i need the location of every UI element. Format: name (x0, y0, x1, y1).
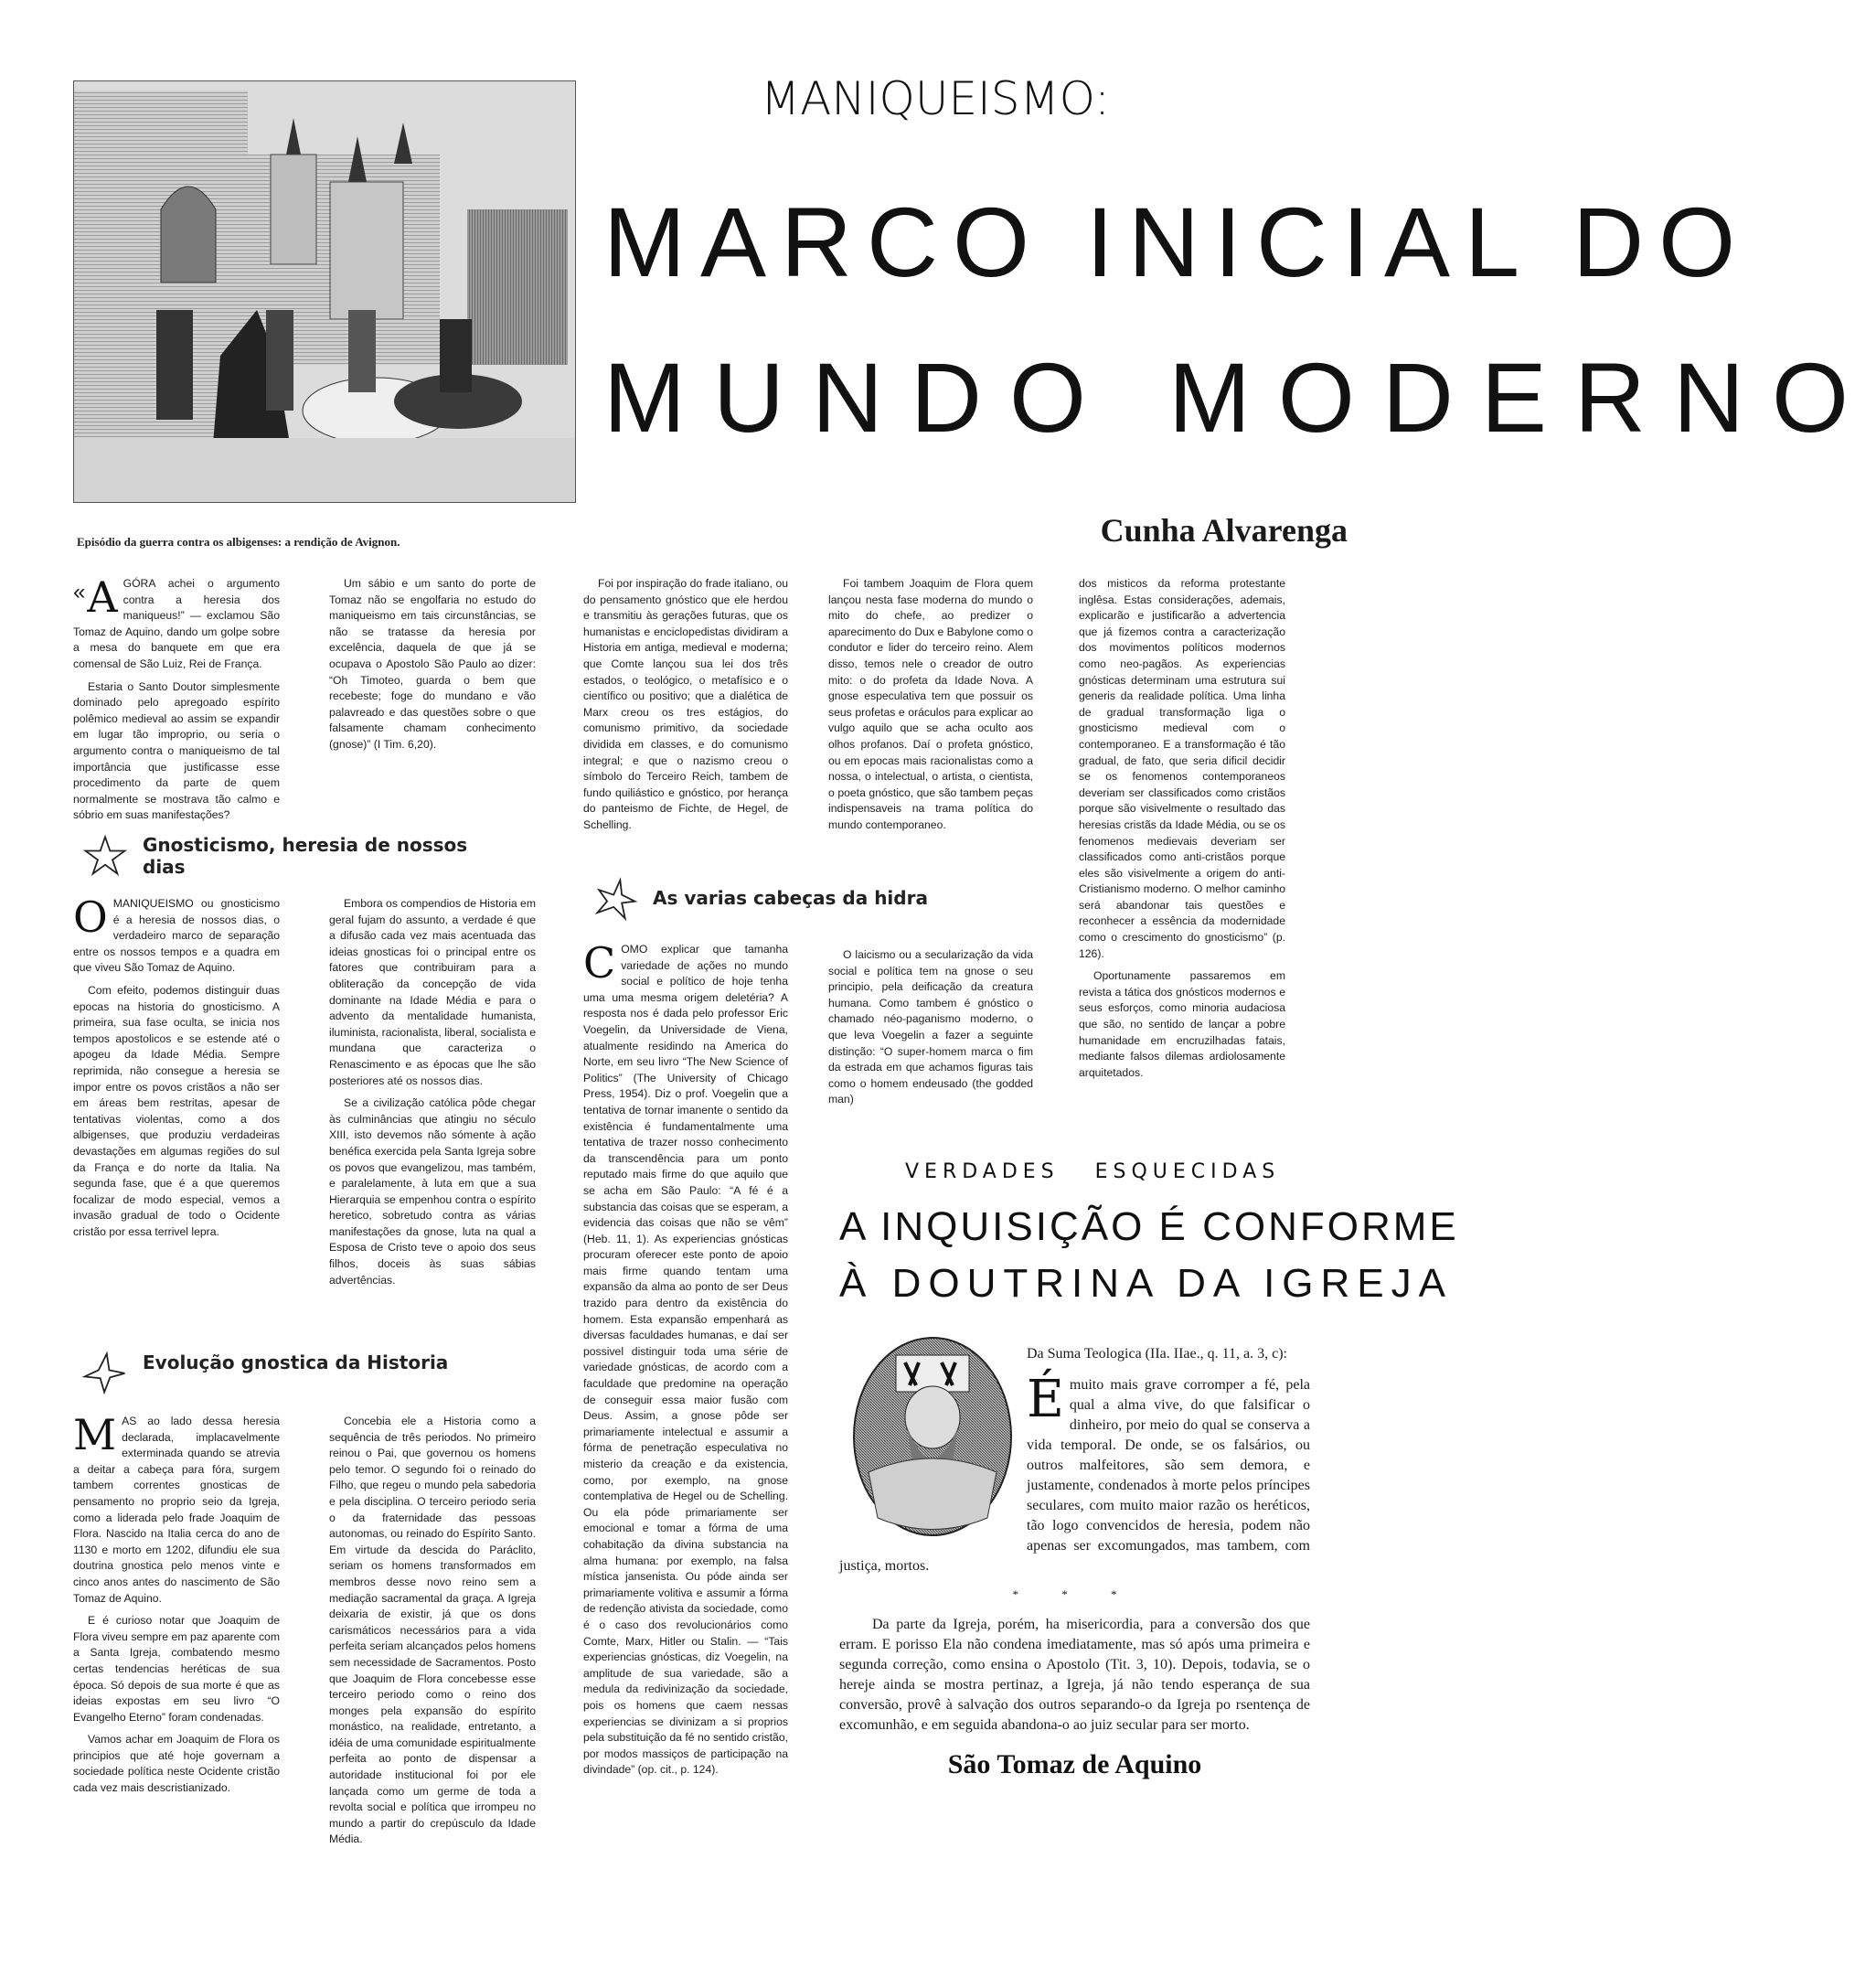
portrait-spacer (839, 1344, 1027, 1554)
dropcap-o: O (73, 892, 108, 942)
evolucao-column-1 (73, 1410, 280, 1803)
summa-source: Da Suma Teologica (IIa. IIae., q. 11, a. 3, c): (1027, 1346, 1287, 1362)
hidra-paragraph-2: O laicismo ou a secularização da vida social e política tem na gnose o seu principio, pela deificação da creatura humana. Como tambem é gnóstico o chamado néo-paganismo moderno, o que leva Voegelin a fazer a seguinte distinção: “O super-homem marca o fim da estrada em que achamos figuras tais como o homem endeusado (the godded man) (828, 948, 1033, 1106)
dropcap-a: A (87, 572, 118, 622)
gnosticismo-paragraph-4: Se a civilização católica pôde chegar às culminâncias que atingiu no século XIII, isto devemos não sómente à ação benéfica exercida pela Santa Igreja sobre os povos que evangelizou, mas também, e paralelamente, à luta em que a sua Hierarquia se empenhou contra o espírito heretico, sobretudo contra as várias manifestações da gnose, luta na qual a Esposa de Cristo teve o apoio dos seus filhos, doceis às suas sábias advertências. (329, 1096, 536, 1287)
inquisicao-title-line-1: A INQUISIÇÃO É CONFORME (839, 1204, 1459, 1249)
column-3-top (583, 576, 788, 840)
signature: São Tomaz de Aquino (947, 1749, 1202, 1779)
evolucao-column-2 (329, 1414, 536, 1854)
headline-line-1: MARCO INICIAL DO (603, 187, 1751, 297)
intro-column-1 (73, 572, 280, 830)
star-outline-icon (82, 834, 128, 876)
illustration (73, 80, 576, 503)
section-title: As varias cabeças da hidra (653, 887, 928, 909)
star-outline-icon (592, 878, 638, 920)
column-3-paragraph: Foi por inspiração do frade italiano, ou do pensamento gnóstico que ele herdou e transmitiu às gerações futuras, que os humanistas e enciclopedistas dividiram a Historia em antiga, medieval e moderna; que Comte lançou sua lei dos três estados, o teológico, o metafísico e o científico ou positivo; que a dialética de Marx creou os tres estágios, do comunismo primitivo, da sociedade dividida em classes, e do comunismo integral; e que o nazismo creou o símbolo do Terceiro Reich, tambem de fundo quiliástico e gnóstico, por herança do panteismo de Fichte, de Hegel, de Schelling. (583, 577, 788, 831)
section-kicker-verdades: VERDADES ESQUECIDAS (905, 1160, 1281, 1183)
author-byline: Cunha Alvarenga (1100, 512, 1348, 549)
illustration-caption: Episódio da guerra contra os albigenses: a rendição de Avignon. (77, 535, 400, 549)
dropcap-c: C (583, 938, 616, 988)
dropcap-e: É (1027, 1370, 1064, 1429)
dropcap-m: M (73, 1410, 117, 1459)
headline-kicker: MANIQUEISMO: (761, 72, 1110, 125)
hidra-paragraph-1: OMO explicar que tamanha variedade de ações no mundo social e político de hoje tenha uma uma mesma origem deletéria? A resposta nos é dada pelo professor Eric Voegelin, da Universidade de Viena, atualmente residindo na America do Norte, em seu livro “The New Science of Politics” (The University of Chicago Press, 1954). Diz o prof. Voegelin que a tentativa de tornar imanente o sentido da existência é fundamentalmente uma tentativa de trazer nosso conhecimento da transcendência para um ponto reputado mais firme do que aquilo que se acha em São Paulo: “A fé é a substancia das coisas que se esperam, a evidencia das coisas que não se vêm” (Heb. 11, 1). As experiencias gnósticas procuram oferecer este ponto de apoio mais firme quando tentam uma expansão da alma ao ponto de ser Deus trazido para dentro da existência do homem. Esta expansão empenhará as diversas faculdades humanas, e daí ser possivel distinguir toda uma série de variedade gnósticas, de acordo com a faculdade que predomine na operação de conseguir essa maior fusão com Deus. Assim, a gnose pôde ser primariamente intelectual e assumir a fórma de penetração especulativa no misterio da creação e da existencia, como, por exemplo, na gnose contemplativa de Hegel ou de Schelling. Ou ela póde primariamente ser emocional e tomar a fórma de uma cohabitação da divina substancia na alma humana: por exemplo, na falsa mística jansenista. Ou póde ainda ser primariamente volitiva e assumir a fórma de redenção ativista da sociedade, como é o caso dos revolucionários como Comte, Marx, Hitler ou Stalin. — “Tais experiencias gnósticas, diz Voegelin, na amplitude de sua variedade, são a medula da redivinização da sociedade, pois os homens que caem nessas experiencias se divinizam a si proprios pela substituição da fé no sentido cristão, por modos massiços de participação na divindade” (op. cit., p. 124). (583, 943, 788, 1777)
evolucao-paragraph-2: E é curioso notar que Joaquim de Flora viveu sempre em paz aparente com a Santa Igreja, combatendo mesmo certas tendencias heréticas de sua época. Só depois de sua morte é que as ideias expostas em seu livro “O Evangelho Eterno” foram condenadas. (73, 1614, 280, 1724)
gnosticismo-column-1 (73, 892, 280, 1246)
section-heading-gnosticismo (82, 834, 485, 878)
column-4-paragraph: Foi tambem Joaquim de Flora quem lançou nesta fase moderna do mundo o mito do chefe, ao predizer o aparecimento do Dux e Babylone como o condutor e lider do terceiro reino. Alem disso, temos nele o creador de outro mito: o do profeta da Idade Nova. A gnose especulativa tem que possuir os seus profetas e oráculos para explicar ao vulgo aquilo que se acha oculto aos olhos profanos. Daí o profeta gnóstico, ou em epocas mais racionalistas como a nossa, o intelectual, o artista, o cientista, o poeta gnóstico, que são tambem peças indispensaveis na trama política do mundo contemporaneo. (828, 577, 1033, 831)
evolucao-paragraph-3: Vamos achar em Joaquim de Flora os principios que até hoje governam a sociedade política neste Ocidente cristão cada vez mais descristianizado. (73, 1733, 280, 1795)
inquisicao-paragraph-1: muito mais grave corromper a fé, pela qual a alma vive, do que falsificar o dinheiro, por meio do qual se conserva a vida temporal. De onde, se os falsários, ou outros malfeitores, são sem demora, e justamente, condenados à morte pelos príncipes seculares, com muito maior razão os heréticos, tão logo convencidos de heresia, podem não apenas ser excomungados, mas tambem, com justiça, mortos. (839, 1377, 1310, 1574)
headline-line-2: MUNDO MODERNO (603, 342, 1876, 453)
section-heading-hidra (592, 878, 1031, 920)
column-5-paragraph-1: dos misticos da reforma protestante inglêsa. Estas considerações, ademais, explicarão e justificarão a advertencia que já fizemos contra a caracterização dos movimentos políticos modernos como neo-pagãos. As experiencias gnósticas determinam uma estrutura sui generis da realidade política. Uma linha de gradual transformação liga o gnosticismo medieval com o contemporaneo. E a transformação é tão gradual, de fato, que seria dificil decidir se os fenomenos contemporaneos deveriam ser classificados como cristãos porque são visivelmente o resultado das heresias cristãs da Idade Média, ou se os fenomenos medievais deveriam ser classificados como anti-cristãos porque eles são visivelmente a origem do anti-Cristianismo moderno. O melhor caminho será abandonar tais questões e reconhecer a essência da modernidade como o crescimento do gnosticismo” (p. 126). (1079, 577, 1285, 960)
gnosticismo-paragraph-3: Embora os compendios de Historia em geral fujam do assunto, a verdade é que a difusão cada vez mais acentuada das ideias gnosticas foi o principal entre os fatores que contribuiram para a obliteração da concepção de vida dominante na Idade Média e para o advento da mentalidade humanista, iluminista, racionalista, liberal, socialista e mundana que caracteriza o Renascimento e as épocas que lhe são posteriores até os nossos dias. (329, 897, 536, 1087)
star-outline-icon (82, 1351, 128, 1394)
gnosticismo-paragraph-1: MANIQUEISMO ou gnosticismo é a heresia de nossos dias, o verdadeiro marco de separação entre os nossos tempos e a quadra em que viveu São Tomaz de Aquino. (73, 897, 280, 975)
section-title: Gnosticismo, heresia de nossos dias (143, 834, 468, 878)
intro-paragraph-3: Um sábio e um santo do porte de Tomaz não se engolfaria no estudo do maniqueismo em tais circunstâncias, se não se tratasse da heresia por excelência, daquela de que já se ocupava o Apostolo São Paulo ao dizer: “Oh Timoteo, guarda o bem que recebeste; foge do mundano e vão palavreado e das questões sobre o que falsamente chamam conhecimento (gnose)” (I Tim. 6,20). (329, 577, 536, 751)
section-heading-evolucao (82, 1351, 485, 1394)
gnosticismo-paragraph-2: Com efeito, podemos distinguir duas epocas na historia do gnosticismo. A primeira, sua fase oculta, se inicia nos tempos apostolicos e se estende até o apogeu da Idade Média. Sempre reprimida, não consegue a heresia se impor entre os povos cristãos a não ser em áreas bem restritas, apesar de tentativas violentas, como a dos albigenses, que produziu verdadeiras devastações em algumas regiões do sul da França e do norte da Italia. Na segunda fase, que é a que queremos focalizar de modo especial, vemos a invasão gradual de todo o Ocidente cristão por essa terrivel lepra. (73, 983, 280, 1238)
column-5 (1079, 576, 1285, 1087)
hidra-column-2 (828, 947, 1033, 1115)
gnosticismo-column-2 (329, 896, 536, 1295)
intro-paragraph-1: GÓRA achei o argumento contra a heresia dos maniqueus!” — exclamou São Tomaz de Aquino, dando um golpe sobre a mesa do banquete em que era comensal de São Luiz, Rei de França. (73, 577, 280, 670)
inquisicao-body (839, 1344, 1310, 1781)
quote-mark: « (73, 580, 86, 604)
engraving-albigensian-war-image (74, 81, 575, 502)
evolucao-paragraph-4: Concebia ele a Historia como a sequência de três periodos. No primeiro reinou o Pai, que governou os homens pelo temor. O segundo foi o reinado do Filho, que regeu o mundo pela sabedoria e pela disciplina. O terceiro periodo seria o da fraternidade das pessoas autonomas, ou reinado do Espírito Santo. Em virtude da descida do Paráclito, seriam os homens transformados em membros desse novo reino sem a mediação sacramental da graça. A Igreja deixaria de existir, já que os dons carismáticos necessários para a vida perfeita seriam alcançados pelos homens sem necessidade de Sacramentos. Posto que Joaquim de Flora concebesse esse terceiro periodo como o reino dos monges pela expansão do espírito monástico, na realidade, entretanto, a idéia de uma comunidade espiritualmente perfeita ao ponto de dispensar a autoridade institucional foi por ele lançada como um germe de toda a revolta social e política que irrompeu no mundo a partir do crepúsculo da Idade Média. (329, 1415, 536, 1846)
hidra-column-1 (583, 938, 788, 1785)
inquisicao-title-line-2: À DOUTRINA DA IGREJA (839, 1261, 1453, 1306)
intro-paragraph-2: Estaria o Santo Doutor simplesmente dominado pelo apregoado espírito polêmico medieval ao assim se expandir em lugar tão improprio, ou seria o argumento contra o maniqueismo de tal importância que justificasse esse procedimento da parte de quem normalmente se mostrava tão calmo e sóbrio em suas manifestações? (73, 679, 280, 822)
evolucao-paragraph-1: AS ao lado dessa heresia declarada, implacavelmente exterminada quando se atrevia a deitar a cabeça para fóra, surgem tambem correntes gnosticas de pensamento no proprio seio da Igreja, como a liderada pelo frade Joaquim de Flora. Nascido na Italia cerca do ano de 1130 e morto em 1202, difundiu ele sua doutrina gnostica pelo menos vinte e cinco anos antes do nascimento de São Tomaz de Aquino. (73, 1415, 280, 1605)
inquisicao-paragraph-2: Da parte da Igreja, porém, ha misericordia, para a conversão dos que erram. E porisso Ela não condena imediatamente, mas só após uma primeira e segunda correção, como ensina o Apostolo (Tit. 3, 10). Depois, todavia, se o hereje ainda se mostra pertinaz, a Igreja, já não tendo esperança de sua conversão, provê à salvação dos outros separando-o da Igreja po rsentença de excomunhão, e em seguida abandona-o ao juiz secular para ser morto. (839, 1617, 1310, 1733)
column-4-top (828, 576, 1033, 840)
intro-column-2 (329, 576, 536, 760)
separator-stars: * * * (1012, 1587, 1137, 1601)
column-5-paragraph-2: Oportunamente passaremos em revista a tática dos gnósticos modernos e seus esforços, como minoria audaciosa que são, no sentido de lançar a pobre humanidade em encruzilhadas fatais, mediante falsos dilemas ardiolosamente arquitetados. (1079, 969, 1285, 1079)
section-title: Evolução gnostica da Historia (143, 1351, 449, 1373)
